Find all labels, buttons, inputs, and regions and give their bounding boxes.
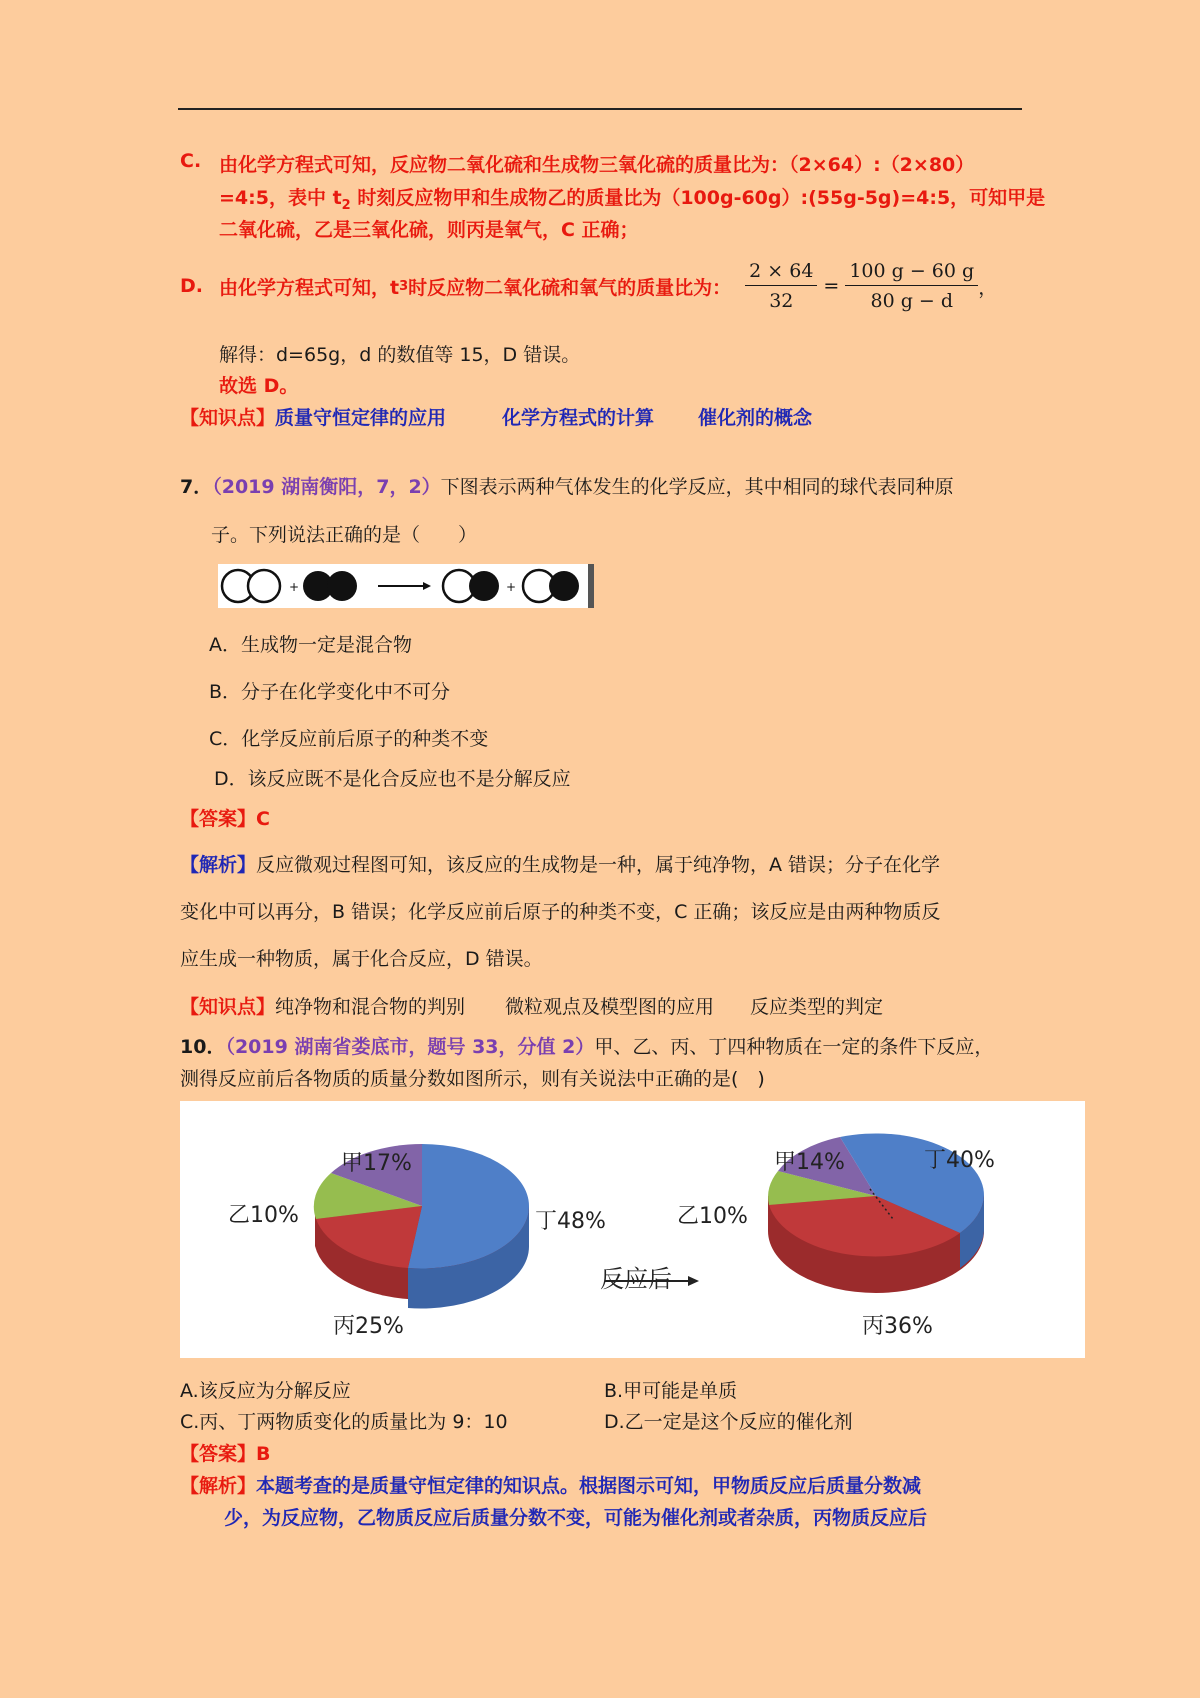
pie-after-label-ding: 丁40% [924,1148,995,1173]
pie-before-label-bing: 丙25% [333,1314,404,1339]
q7-analysis-line2: 变化中可以再分，B 错误；化学反应前后原子的种类不变，C 正确；该反应是由两种物质反 [180,901,941,923]
c-option-line2: =4:5，表中 $t_2$ 时刻反应物甲和生成物乙的质量比为（100g-60g）:(55g-5g)=4:5，可知甲是 [219,187,1046,213]
q10-stem-line2: 测得反应前后各物质的质量分数如图所示，则有关说法中正确的是( ) [180,1068,765,1090]
q10-analysis-line2: 少，为反应物，乙物质反应后质量分数不变，可能为催化剂或者杂质，丙物质反应后 [224,1507,928,1529]
q10-option-c: C.丙、丁两物质变化的质量比为 9：10 [180,1411,508,1433]
fraction-mass-ratio: $\frac{2 \times 64}{32}$ [745,260,817,312]
reaction-arrow-label: 反应后 [600,1265,672,1293]
d-option-marker: D. [180,275,203,297]
fraction-table-ratio: $\frac{100 g - 60 g}{80 g - d}$ [845,260,978,312]
q10-option-b: B.甲可能是单质 [604,1380,738,1402]
q7-answer: 【答案】C [180,808,270,830]
pie-before-label-ding: 丁48% [535,1209,606,1234]
q7-knowledge: 【知识点】纯净物和混合物的判别 微粒观点及模型图的应用 反应类型的判定 [180,996,884,1018]
q7-stem-line1: 7．（2019 湖南衡阳，7，2）下图表示两种气体发生的化学反应，其中相同的球代表同种原 [180,476,954,498]
q10-answer: 【答案】B [180,1443,271,1465]
q6-knowledge: 【知识点】质量守恒定律的应用 化学方程式的计算 催化剂的概念 [180,407,813,429]
d-option-line: 由化学方程式可知，t 3 时反应物二氧化硫和氧气的质量比为： $\frac{2 \times 64}{32}$ = $\frac{100 g - 60 g}{80 g - d}$ ， [219,260,998,312]
q7-stem-line2: 子。下列说法正确的是（ ） [211,524,478,546]
pie-after-label-jia: 甲14% [774,1150,845,1175]
pie-before-label-yi: 乙10% [228,1203,299,1228]
pie-after-label-yi: 乙10% [677,1204,748,1229]
q10-stem-line1: 10．（2019 湖南省娄底市，题号 33，分值 2）甲、乙、丙、丁四种物质在一定的条件下反应， [180,1036,994,1058]
svg-text:+: + [506,580,517,594]
c-option-marker: C. [180,150,202,172]
reaction-molecule-diagram [218,564,594,608]
q7-option-b: B．分子在化学变化中不可分 [209,681,451,703]
c-option-line3: 二氧化硫，乙是三氧化硫，则丙是氧气，C 正确； [219,219,639,241]
q6-choice: 故选 D。 [219,375,299,397]
header-rule [178,108,1022,110]
pie-before-label-jia: 甲17% [341,1151,412,1176]
q10-option-d: D.乙一定是这个反应的催化剂 [604,1411,853,1433]
c-option-line1: 由化学方程式可知，反应物二氧化硫和生成物三氧化硫的质量比为：（2×64）:（2×80） [219,154,975,176]
mass-fraction-pie-figure [180,1101,1085,1358]
q7-analysis-line1: 【解析】反应微观过程图可知，该反应的生成物是一种，属于纯净物，A 错误；分子在化学 [180,854,941,876]
q10-analysis-line1: 【解析】本题考查的是质量守恒定律的知识点。根据图示可知，甲物质反应后质量分数减 [180,1475,922,1497]
q7-option-c: C．化学反应前后原子的种类不变 [209,728,489,750]
pie-after-label-bing: 丙36% [862,1314,933,1339]
q10-option-a: A.该反应为分解反应 [180,1380,351,1402]
q6-solution: 解得：d=65g，d 的数值等 15，D 错误。 [219,344,581,366]
svg-text:+: + [289,580,300,594]
q7-option-a: A．生成物一定是混合物 [209,634,412,656]
q7-analysis-line3: 应生成一种物质，属于化合反应，D 错误。 [180,948,543,970]
q7-option-d: D．该反应既不是化合反应也不是分解反应 [214,768,571,790]
